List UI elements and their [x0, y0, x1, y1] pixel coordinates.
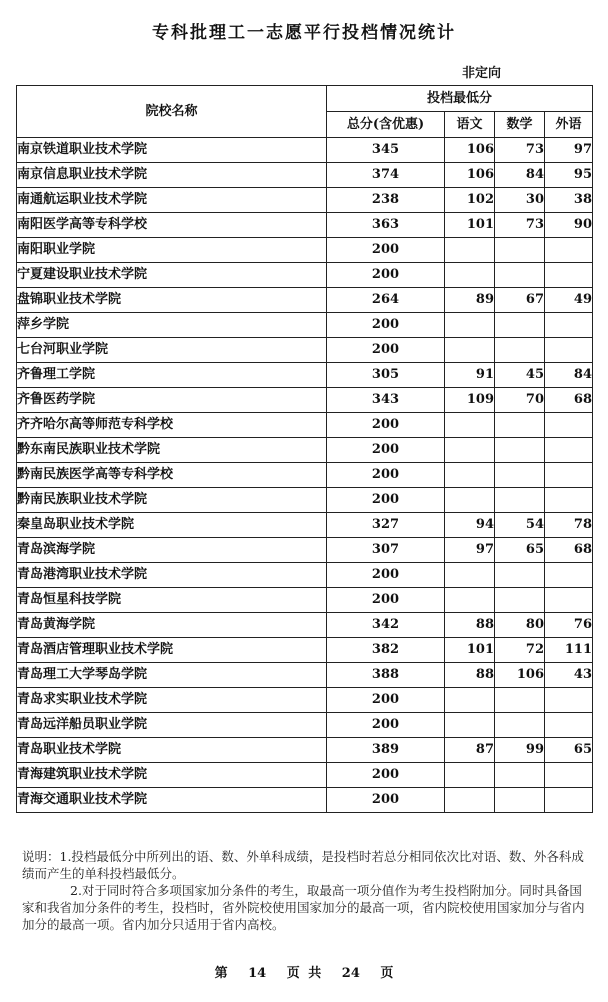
total-score-cell: 382	[327, 638, 445, 663]
school-name-cell: 青海交通职业技术学院	[17, 788, 327, 813]
chinese-score-cell: 101	[445, 638, 495, 663]
total-score-cell: 305	[327, 363, 445, 388]
school-name-cell: 萍乡学院	[17, 313, 327, 338]
note-2: 2.对于同时符合多项国家加分条件的考生，取最高一项分值作为考生投档附加分。同时具备国家和我省加分条件的考生，投档时，省外院校使用国家加分的最高一项，省内院校使用国家加分与省内加分的最高一项。省内加分只适用于省内高校。	[22, 883, 585, 932]
foreign-score-cell: 78	[545, 513, 593, 538]
foreign-score-cell	[545, 438, 593, 463]
table-row	[17, 513, 593, 538]
total-score-cell: 200	[327, 563, 445, 588]
school-name-cell: 盘锦职业技术学院	[17, 288, 327, 313]
foreign-score-cell	[545, 588, 593, 613]
table-body	[17, 138, 593, 813]
table-row	[17, 663, 593, 688]
total-score-cell: 200	[327, 688, 445, 713]
chinese-score-cell	[445, 438, 495, 463]
school-name-cell: 青岛职业技术学院	[17, 738, 327, 763]
math-score-cell	[495, 238, 545, 263]
foreign-score-cell	[545, 238, 593, 263]
school-name-cell: 青岛远洋船员职业学院	[17, 713, 327, 738]
math-score-cell	[495, 413, 545, 438]
table-row	[17, 163, 593, 188]
school-name-cell: 南阳职业学院	[17, 238, 327, 263]
table-row	[17, 438, 593, 463]
school-name-cell: 齐齐哈尔高等师范专科学校	[17, 413, 327, 438]
school-name-cell: 黔南民族职业技术学院	[17, 488, 327, 513]
math-score-cell	[495, 313, 545, 338]
table-row	[17, 388, 593, 413]
table-row	[17, 338, 593, 363]
chinese-score-cell: 88	[445, 663, 495, 688]
header-math: 数学	[495, 112, 545, 138]
table-row	[17, 688, 593, 713]
total-score-cell: 200	[327, 713, 445, 738]
math-score-cell: 65	[495, 538, 545, 563]
table-row	[17, 288, 593, 313]
footer-middle: 页 共	[286, 966, 322, 981]
total-score-cell: 389	[327, 738, 445, 763]
school-name-cell: 青岛黄海学院	[17, 613, 327, 638]
math-score-cell: 30	[495, 188, 545, 213]
table-row	[17, 313, 593, 338]
foreign-score-cell	[545, 788, 593, 813]
chinese-score-cell: 106	[445, 163, 495, 188]
chinese-score-cell	[445, 413, 495, 438]
total-score-cell: 345	[327, 138, 445, 163]
math-score-cell	[495, 263, 545, 288]
math-score-cell	[495, 438, 545, 463]
table-row	[17, 763, 593, 788]
footer-total-pages: 24	[341, 966, 360, 981]
total-score-cell: 363	[327, 213, 445, 238]
math-score-cell: 70	[495, 388, 545, 413]
total-score-cell: 200	[327, 238, 445, 263]
admission-table	[16, 85, 593, 813]
math-score-cell	[495, 563, 545, 588]
chinese-score-cell: 109	[445, 388, 495, 413]
header-total: 总分(含优惠)	[327, 112, 445, 138]
math-score-cell: 73	[495, 213, 545, 238]
header-chinese: 语文	[445, 112, 495, 138]
math-score-cell: 45	[495, 363, 545, 388]
total-score-cell: 200	[327, 588, 445, 613]
foreign-score-cell: 111	[545, 638, 593, 663]
subtitle-label: 非定向	[462, 66, 502, 81]
school-name-cell: 齐鲁医药学院	[17, 388, 327, 413]
table-row	[17, 188, 593, 213]
foreign-score-cell: 65	[545, 738, 593, 763]
total-score-cell: 200	[327, 763, 445, 788]
foreign-score-cell	[545, 313, 593, 338]
foreign-score-cell	[545, 563, 593, 588]
chinese-score-cell	[445, 688, 495, 713]
math-score-cell	[495, 688, 545, 713]
page-footer	[0, 962, 608, 981]
math-score-cell	[495, 338, 545, 363]
foreign-score-cell: 38	[545, 188, 593, 213]
chinese-score-cell: 91	[445, 363, 495, 388]
chinese-score-cell: 106	[445, 138, 495, 163]
foreign-score-cell: 95	[545, 163, 593, 188]
table-row	[17, 788, 593, 813]
school-name-cell: 青岛理工大学琴岛学院	[17, 663, 327, 688]
foreign-score-cell: 43	[545, 663, 593, 688]
foreign-score-cell: 49	[545, 288, 593, 313]
math-score-cell	[495, 713, 545, 738]
table-row	[17, 738, 593, 763]
school-name-cell: 南京信息职业技术学院	[17, 163, 327, 188]
school-name-cell: 宁夏建设职业技术学院	[17, 263, 327, 288]
school-name-cell: 南京铁道职业技术学院	[17, 138, 327, 163]
chinese-score-cell: 89	[445, 288, 495, 313]
foreign-score-cell: 90	[545, 213, 593, 238]
footer-prefix: 第	[214, 966, 228, 981]
table-row	[17, 488, 593, 513]
table-row	[17, 463, 593, 488]
school-name-cell: 青岛酒店管理职业技术学院	[17, 638, 327, 663]
math-score-cell	[495, 463, 545, 488]
page-title: 专科批理工一志愿平行投档情况统计	[152, 23, 456, 43]
chinese-score-cell: 102	[445, 188, 495, 213]
foreign-score-cell	[545, 263, 593, 288]
table-row	[17, 238, 593, 263]
foreign-score-cell: 97	[545, 138, 593, 163]
total-score-cell: 342	[327, 613, 445, 638]
school-name-cell: 南通航运职业技术学院	[17, 188, 327, 213]
total-score-cell: 200	[327, 788, 445, 813]
math-score-cell: 72	[495, 638, 545, 663]
total-score-cell: 200	[327, 263, 445, 288]
math-score-cell: 54	[495, 513, 545, 538]
header-school: 院校名称	[17, 86, 327, 138]
math-score-cell	[495, 763, 545, 788]
chinese-score-cell	[445, 488, 495, 513]
chinese-score-cell	[445, 588, 495, 613]
math-score-cell: 67	[495, 288, 545, 313]
footer-suffix: 页	[380, 966, 394, 981]
total-score-cell: 200	[327, 463, 445, 488]
math-score-cell: 99	[495, 738, 545, 763]
foreign-score-cell: 76	[545, 613, 593, 638]
school-name-cell: 青岛滨海学院	[17, 538, 327, 563]
chinese-score-cell	[445, 563, 495, 588]
foreign-score-cell: 68	[545, 538, 593, 563]
table-row	[17, 263, 593, 288]
chinese-score-cell	[445, 313, 495, 338]
total-score-cell: 307	[327, 538, 445, 563]
table-row	[17, 713, 593, 738]
table-row	[17, 563, 593, 588]
chinese-score-cell: 87	[445, 738, 495, 763]
table-row	[17, 538, 593, 563]
math-score-cell	[495, 788, 545, 813]
school-name-cell: 秦皇岛职业技术学院	[17, 513, 327, 538]
table-row	[17, 413, 593, 438]
chinese-score-cell: 101	[445, 213, 495, 238]
total-score-cell: 388	[327, 663, 445, 688]
chinese-score-cell	[445, 238, 495, 263]
chinese-score-cell	[445, 763, 495, 788]
chinese-score-cell	[445, 713, 495, 738]
foreign-score-cell	[545, 688, 593, 713]
table-row	[17, 138, 593, 163]
chinese-score-cell: 97	[445, 538, 495, 563]
school-name-cell: 齐鲁理工学院	[17, 363, 327, 388]
school-name-cell: 七台河职业学院	[17, 338, 327, 363]
foreign-score-cell	[545, 338, 593, 363]
foreign-score-cell: 68	[545, 388, 593, 413]
math-score-cell: 80	[495, 613, 545, 638]
school-name-cell: 黔东南民族职业技术学院	[17, 438, 327, 463]
foreign-score-cell	[545, 713, 593, 738]
footer-page-number: 14	[248, 966, 267, 981]
total-score-cell: 343	[327, 388, 445, 413]
total-score-cell: 200	[327, 338, 445, 363]
total-score-cell: 200	[327, 488, 445, 513]
header-foreign: 外语	[545, 112, 593, 138]
total-score-cell: 374	[327, 163, 445, 188]
school-name-cell: 黔南民族医学高等专科学校	[17, 463, 327, 488]
total-score-cell: 327	[327, 513, 445, 538]
chinese-score-cell	[445, 788, 495, 813]
note-1: 说明：1.投档最低分中所列出的语、数、外单科成绩，是投档时若总分相同依次比对语、数、外各科成绩而产生的单科投档最低分。	[22, 849, 584, 881]
math-score-cell: 106	[495, 663, 545, 688]
table-row	[17, 613, 593, 638]
school-name-cell: 青岛恒星科技学院	[17, 588, 327, 613]
foreign-score-cell	[545, 413, 593, 438]
total-score-cell: 238	[327, 188, 445, 213]
foreign-score-cell	[545, 488, 593, 513]
table-row	[17, 638, 593, 663]
total-score-cell: 264	[327, 288, 445, 313]
chinese-score-cell	[445, 338, 495, 363]
school-name-cell: 青岛港湾职业技术学院	[17, 563, 327, 588]
school-name-cell: 青岛求实职业技术学院	[17, 688, 327, 713]
math-score-cell	[495, 588, 545, 613]
chinese-score-cell	[445, 463, 495, 488]
math-score-cell	[495, 488, 545, 513]
foreign-score-cell	[545, 763, 593, 788]
school-name-cell: 南阳医学高等专科学校	[17, 213, 327, 238]
school-name-cell: 青海建筑职业技术学院	[17, 763, 327, 788]
chinese-score-cell	[445, 263, 495, 288]
table-row	[17, 213, 593, 238]
math-score-cell: 84	[495, 163, 545, 188]
chinese-score-cell: 94	[445, 513, 495, 538]
chinese-score-cell: 88	[445, 613, 495, 638]
table-row	[17, 588, 593, 613]
foreign-score-cell: 84	[545, 363, 593, 388]
total-score-cell: 200	[327, 413, 445, 438]
math-score-cell: 73	[495, 138, 545, 163]
table-row	[17, 363, 593, 388]
foreign-score-cell	[545, 463, 593, 488]
total-score-cell: 200	[327, 438, 445, 463]
total-score-cell: 200	[327, 313, 445, 338]
header-group: 投档最低分	[327, 86, 593, 112]
notes	[22, 848, 588, 933]
